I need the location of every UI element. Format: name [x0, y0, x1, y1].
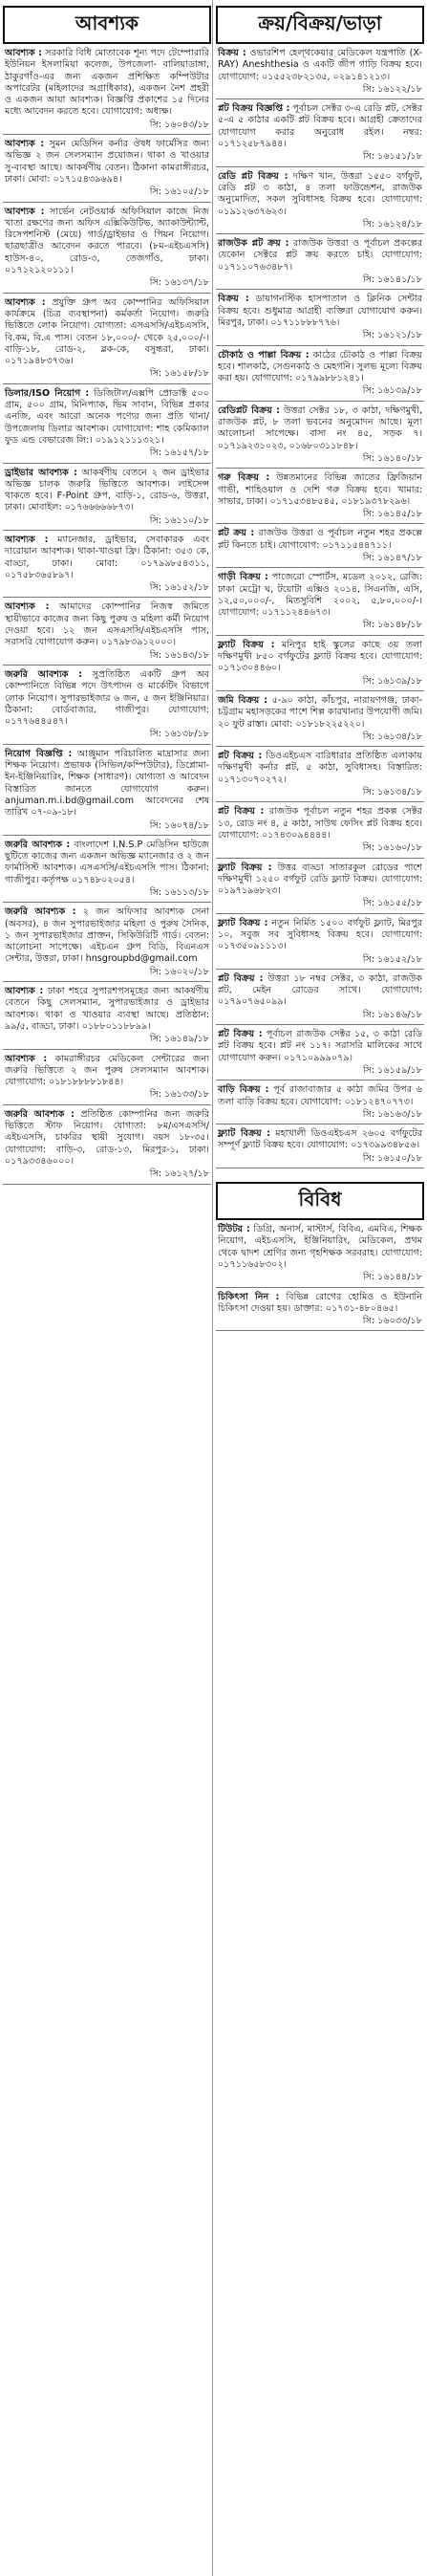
ad-code: সি: ১৬১৩৯/১৮: [362, 675, 422, 687]
ad-body: ডিজিটাল/এক্সপি প্রোডাক্ট ৫০০ গ্রাম, ৫০০ গ্রাম, মিনিপ্যাক, ভিম সাবান, বিভিন্ন প্রকার এনজি, এবং আরো অনেক পণ্যের জন্য প্রতি থানা/উপজেলায় ডিলার আবশ্যক। যোগাযোগ: শাহ কেমিক্যাল ফুড এন্ড বেভারেজ লি:। ০১৯১২১১১৩২১।: [5, 387, 209, 446]
ad-heading: আবশ্যক :: [5, 986, 44, 997]
ad-heading: আবশ্যক :: [5, 1053, 48, 1064]
classified-ad: [3, 903, 211, 978]
ad-body: প্রতিষ্ঠিত কোম্পানির জন্য জরুরি ভিত্তিতে স্টাফ নিয়োগ। যোগ্যতা: ৮ম/এসএসসি/এইচএসসি, চাকরির স্থায়ী সুযোগ। বয়স ১৮-৩৫। যোগাযোগ: বাড়ি-৩, রোড-১৩, মিরপুর-১, ঢাকা। ০১৭৯৩৩৪৬০০০।: [5, 1108, 209, 1167]
ad-heading: ড্রাইভার আবশ্যক :: [5, 467, 77, 478]
ad-body: রাজউক উত্তরা ও পূর্বাচল নতুন শহর প্রকল্পে প্লট কিনতে চাই। যোগাযোগ: ০১৭১১৫৪৪৭১১।: [218, 528, 423, 551]
ad-heading: বিক্রয় :: [218, 294, 249, 305]
ad-body: রাজউক উত্তরা ও পূর্বাচল প্রকল্পের যেকোন সেক্টরে প্লট ক্রয় করতে চাই। যোগাযোগ: ০১৭১১০৭৬৩৪৮৭।: [218, 238, 422, 273]
classified-ad: [216, 1025, 424, 1077]
classified-ad: [216, 636, 424, 688]
ad-code: সি: ১৬১৫৮/১৮: [149, 368, 209, 380]
classified-ad: [3, 464, 211, 527]
classified-ad: [216, 568, 424, 631]
column-divider: [212, 0, 213, 2576]
ad-code: সি: ১৬০৭৪/১৮: [149, 819, 209, 831]
classified-ad: [216, 99, 424, 163]
ad-body: দক্ষিণ খান, উত্তরা ১৫৫০ বর্গফুট, রেডি প্লট ৩ কাঠা, ৪ তলা ফাউন্ডেশন, রাজউক অনুমোদিত, সকল সুবিধাসহ বিক্রয় হবে। যোগাযোগ: ০১৯১২৬৩৭৬২৩।: [218, 170, 422, 217]
ad-heading: বিক্রয় :: [218, 48, 246, 58]
classified-ad: [216, 44, 424, 96]
ad-code: সি: ১৬১৬০/১৮: [362, 842, 422, 854]
ad-body: ২ জন অফিসার আবশ্যক সেনা (অবসর), ৪ জন সুপারভাইজার মহিলা ও পুরুষ সৈনিক, ১ জন সুপারভাইজার প্রাক্তন, সিকিউরিটি গার্ড। বেতন: আলোচনা সাপেক্ষে। এইচএন গ্রুপ বিডি, বিএনএস সেন্টার, উত্তরা, ঢাকা। hnsgroupbd@gmail.com: [5, 906, 209, 965]
classified-ad: [216, 914, 424, 966]
ad-code: সি: ১৬১৫৭/১৮: [149, 448, 209, 459]
ad-code: সি: ১৬১৫০/১৮: [362, 1152, 422, 1164]
ad-heading: টিউটর :: [218, 1224, 250, 1235]
ad-body: নতুন নির্মিত ১৫০০ বর্গফুট ফ্ল্যাট, মিরপুর ১০, সবুজ সব সুবিধাসহ বিক্রয় হবে। যোগাযোগ: ০১৭৩৫০৯১১১৩।: [218, 917, 422, 952]
ad-code: সি: ১৬১৪০/১৮: [362, 452, 422, 464]
ad-body: ডিগ্রি, অনার্স, মাস্টার্স, বিবিএ, এমবিএ, শিক্ষক নিয়োগ, এইচএসসি, ইঞ্জিনিয়ারিং, মেডিকেল, প্রথম থেকে দ্বাদশ শ্রেণির জন্য গৃহশিক্ষক সরবরাহ। যোগাযোগ: ০১৭১১৬৫৮৩০২।: [218, 1224, 422, 1270]
classified-ad: [216, 469, 424, 520]
classified-ad: [216, 1124, 424, 1165]
ad-body: সার্ভেন নেটওয়ার্ক অফিসিয়াল কাজে নিজ খাতা রক্ষণের জন্য অফিস এক্সিকিউটিভ, অ্যাকাউন্ট্যান্ট, রিসেপশনিস্ট (মেয়ে) গার্ড/ড্রাইভার ও পিয়ন নিয়োগ। ছাত্রছাত্রীও আবেদন করতে পারবে। (৮ম-এইচএসসি) হাউস-৪০, রোড-৩, তেজগাঁও, ঢাকা। ০১৭১২১২০১১১।: [5, 206, 209, 276]
classified-ad: [216, 1081, 424, 1121]
ad-body: ডায়াগনস্টিক হাসপাতাল ও ক্লিনিক সেন্টার বিক্রয় হবে। শুধুমাত্র আগ্রহী ব্যক্তিরা যোগাযোগ করুন। মিরপুর, ঢাকা। ০১৭১১৮৮৮৭৭৬।: [218, 294, 422, 328]
ad-separator: [216, 1330, 424, 1331]
ad-heading: আবশ্যক :: [5, 48, 43, 58]
left-ad-list: [3, 44, 211, 1185]
classified-ad: [216, 1288, 424, 1328]
ad-code: সি: ১৬১৪১/১৮: [362, 274, 422, 286]
classified-ad: [3, 135, 211, 198]
classified-ad: [216, 234, 424, 286]
ad-heading: ফ্ল্যাট বিক্রয় :: [218, 862, 272, 873]
classified-ad: [3, 745, 211, 832]
ad-heading: প্লট ক্রয় :: [218, 528, 255, 539]
classified-ad: [216, 859, 424, 910]
ad-heading: জরুরি আবশ্যক :: [5, 668, 83, 680]
ad-body: পূর্ব রাজাবাজার ৫ কাঠা জমির উপর ৬ তলা বাড়ি বিক্রয় হবে। যোগাযোগ: ০১৮১২৪৭০৭৭৩।: [218, 1084, 422, 1107]
classified-ad: [3, 982, 211, 1045]
right-column: [216, 0, 424, 1331]
classified-ad: [216, 402, 424, 465]
ad-heading: প্লট বিক্রয় :: [218, 1029, 263, 1040]
ad-heading: গরু বিক্রয় :: [218, 472, 270, 484]
ad-heading: প্লট বিক্রয় :: [218, 751, 263, 762]
classified-ad: [3, 1050, 211, 1102]
classified-ad: [3, 384, 211, 460]
left-column: [3, 0, 211, 1185]
ad-heading: আবশ্যক :: [5, 296, 46, 308]
ad-code: সি: ১৬১৩৩/১৮: [149, 1089, 209, 1101]
classified-ad: [3, 598, 211, 661]
classified-ad: [3, 836, 211, 899]
classified-ad: [3, 531, 211, 594]
ad-heading: আবশ্যক :: [5, 139, 45, 150]
classified-ad: [216, 802, 424, 854]
ad-code: সি: ১৬১০৫/১৮: [149, 186, 209, 198]
ad-separator: [3, 1184, 211, 1185]
ad-body: কামরাঙ্গীরচর মেডিকেল সেন্টারের জন্য জরুরি ভিত্তিতে ২ জন পুরুষ সেলসম্যান আবশ্যক। যোগাযোগ: ০১৮১৮৮৮৮১৮৪৪।: [5, 1053, 209, 1088]
ad-code: সি: ১৬১৪৪/১৮: [362, 1272, 422, 1283]
ad-body: সুমন মেডিসিন কর্নার ঔষধ ফার্মেসির জন্য অভিজ্ঞ ২ জন সেলসম্যান প্রয়োজন। থাকা ও খাওয়ার সু-ব্যবস্থা আছে। আকর্ষণীয় বেতন। ঠিকানা কামরাঙ্গীরচর, ঢাকা। মোবা: ০১৭১৫৪৩৯৬৯৪।: [5, 139, 209, 185]
ad-heading: প্লট বিক্রয় :: [218, 972, 264, 984]
classified-ad: [3, 203, 211, 290]
ad-code: সি: ১৬১৫২/১৮: [362, 953, 422, 965]
ad-body: উন্নতমানের বিভিন্ন জাতের ফ্রিজিয়ান গাভী, শাহিওয়াল ও দেশি গরু বিক্রয় হবে। খামার: সাভার, ঢাকা। ০১৭১৫৩৪৮৫৪৫, ০১৮১৯৩৭৮২৯৬।: [218, 472, 422, 507]
ad-code: সি: ১৬১৩৪/১৮: [362, 787, 422, 798]
ad-heading: ফ্ল্যাট বিক্রয় :: [218, 639, 275, 650]
ad-heading: নিয়োগ বিজ্ঞপ্তি :: [5, 748, 73, 759]
ad-heading: ফ্ল্যাট বিক্রয় :: [218, 917, 268, 928]
ad-code: সি: ১৬০২০/১৮: [149, 966, 209, 977]
ad-code: সি: ১৬১২৭/১৮: [149, 1168, 209, 1180]
section-header-abashyak: আবশ্যক: [3, 6, 211, 44]
ad-code: সি: ১৬১৪৩/১৮: [149, 649, 209, 661]
ad-heading: জরুরি আবশ্যক :: [5, 906, 76, 918]
ad-code: সি: ১৬১৪৬/১৮: [362, 1009, 422, 1020]
ad-heading: রেডি প্লট বিক্রয় :: [218, 170, 288, 182]
ad-code: সি: ১৬১৩৮/১৮: [149, 729, 209, 740]
ad-code: সি: ১৬১৪৮/১৮: [362, 620, 422, 631]
ad-code: সি: ১৬০৩৩/১৮: [362, 1316, 422, 1327]
ad-heading: রেডিপ্লট বিক্রয় :: [218, 404, 281, 416]
ad-heading: গাড়ী বিক্রয় :: [218, 572, 268, 583]
section-header-bidhi: বিবিধ: [216, 1182, 424, 1220]
ad-code: সি: ১৬১২২/১৮: [362, 83, 422, 95]
ad-code: সি: ১৬১৫৫/১৮: [362, 898, 422, 909]
ad-body: ডিওএইচএস বারিধারার প্রতিষ্ঠিত এলাকায় দক্ষিণমুখী কর্নার প্লট, ৫ কাঠা, সুবিধাসহ। বিস্তারিত: ০১৭১৩০৭০২৭২।: [218, 751, 422, 785]
ad-body: প্রযুক্তি গ্রুপ অব কোম্পানির অফিসিয়াল কার্যক্রমে (চিত্র ব্যবস্থাপনা) কর্মকর্তা নিয়োগ। জরুরি ভিত্তিতে লোক নিয়োগ। যোগ্যতা: এসএসসি/এইচএসসি, বি.কম, বি.এ পাস। বেতন ১৮,০০০/- থেকে ২৫,০০০/-। বাড়ি-১৮, রোড-২, ব্লক-কে, বসুন্ধরা, ঢাকা। ০১৭১৯৪৮৩৭৩৬।: [5, 296, 209, 367]
ad-heading: ডিলার/ISO নিয়োগ :: [5, 387, 90, 399]
ad-body: আকর্ষণীয় বেতনে ২ জন ড্রাইভার অভিজ্ঞ চালক জরুরি ভিত্তিতে আবশ্যক। লাইসেন্স থাকতে হবে। F-Point গ্রুপ, বাড়ি-১, রোড-৬, উত্তরা, ঢাকা। মোবাইল: ০১৭৬৬৬৬৬৮৭৩।: [5, 467, 209, 513]
ad-heading: আবশ্যক :: [5, 534, 49, 545]
ad-body: ম্যানেজার, ড্রাইভার, সেবাকারক এবং দারোয়ান আবশ্যক। থাকা-খাওয়া ফ্রি। ঠিকানা: ৩৫৩ কে, বাড্ডা, ঢাকা। মোবা: ০১৭৯৯৮৫৪৩১১, ০১৭৫৮৩৬৫৮৯৭।: [5, 534, 209, 580]
ad-code: সি: ১৬১৩৯/১৮: [362, 385, 422, 397]
ad-code: সি: ১৬১৩৪/১৮: [362, 731, 422, 742]
classified-ad: [216, 290, 424, 341]
classified-ad: [3, 44, 211, 131]
ad-heading: ফ্ল্যাট বিক্রয় :: [218, 1128, 270, 1140]
ad-code: সি: ১৬১২৪/১৮: [362, 218, 422, 229]
ad-code: সি: ১৬১৪৫/১৮: [362, 509, 422, 520]
ad-body: বাংলাদেশ I.N.S.P মেডিসিন হাউজে ছুটিতে কাজের জন্য একজন অভিজ্ঞ ম্যানেজার ও ২ জন ফার্মাসিস্ট আবশ্যক। এসএসসি/এইচএসসি পাস। ঠিকানা: গাজীপুর। কর্তৃপক্ষ ০১৭৪৮০২০৫৪।: [5, 839, 209, 885]
classified-ad: [216, 970, 424, 1021]
classified-ad: [216, 691, 424, 743]
ad-body: মনিপুর হাই স্কুলের কাছে ৩য় তলা দক্ষিণমুখী ৮৫০ বর্গফুটের ফ্ল্যাট বিক্রয় হবে। যোগাযোগ: ০১৭১৩০৪৪৬০।: [218, 639, 422, 674]
ad-body: পূর্বাচল রাজউক সেক্টর ১৫, ৩ কাঠা রেডি প্লট বিক্রয় হবে। প্লট নং ১১৭। সরাসরি মালিকের সাথে যোগাযোগ করুন। ০১৭১০৯৯৯০৭৯।: [218, 1029, 423, 1063]
ad-code: সি: ১৬১৩৭/১৮: [149, 277, 209, 289]
right-ad-list: [216, 44, 424, 1168]
ad-body: ঢাকা শহরে সুপারশপসমূহের জন্য আকর্ষণীয় বেতনে কিছু সেলসম্যান, সুপারভাইজার ও ড্রাইভার আবশ্যক। থাকা ও খাওয়ার ব্যবস্থা আছে। প্রতিষ্ঠান: ৯৯/৫, বাড্ডা, ঢাকা। ০১৮৮০১১৮৮৯৯।: [5, 986, 209, 1032]
ad-body: উত্তর বাড্ডা সাতারকুল রোডের পাশে দক্ষিণমুখী ১২৫০ বর্গফুট রেডি ফ্ল্যাট বিক্রয়। যোগাযোগ: ০১৯৭১৯৬৮২৩।: [218, 862, 422, 897]
ad-heading: জরুরি আবশ্যক :: [5, 839, 71, 850]
bidhi-ad-list: [216, 1220, 424, 1331]
ad-code: সি: ১৬১৫৯/১৮: [362, 1064, 422, 1076]
ad-body: উত্তরা সেক্টর ১৮, ৩ কাঠা, দক্ষিণমুখী, রাজউক প্লট, ৮ তলা ভবনের অনুমোদন আছে। মূল্য আলোচনা সাপেক্ষে। বাসা নং ৪৫, সড়ক ৭। ০১৭১৯২৩১০২৩, ০১৬৮০৩১১৮৪৮।: [218, 404, 422, 451]
ad-heading: চিকিৎসা নিন :: [218, 1291, 280, 1302]
ad-heading: জরুরি আবশ্যক :: [5, 1108, 75, 1120]
ad-heading: বাড়ি বিক্রয় :: [218, 1084, 269, 1096]
ad-heading: প্লট বিক্রয় :: [218, 806, 265, 818]
classified-ad: [216, 747, 424, 798]
ad-body: বিভিন্ন রোগের হোমিও ও ইউনানি চিকিৎসা দেওয়া হয়। ডাক্তার: ০১৭৩১-৪৮০৪৬৫।: [218, 1291, 422, 1314]
ad-code: সি: ১৬১৪৯/১৮: [149, 1034, 209, 1045]
classified-ad: [216, 1220, 424, 1283]
ad-body: পাজেরো স্পোর্টস, মডেল ২০১২, রেজি: ঢাকা মেট্রো ঘ, টয়োটা এক্সিও ২০১৪, সিএনজি, এসি, ১২,৫০,০০০/-, মিতসুবিশি ২০০২, ৫,৮০,০০০/-। যোগাযোগ: ০১৭১১২৪৪৬৭৩।: [218, 572, 422, 619]
classified-ad: [216, 524, 424, 564]
ad-code: সি: ১৬১৪৭/১৮: [362, 552, 422, 563]
ad-body: ওভারশিপ হেল্‌থকেয়ার মেডিকেল যন্ত্রপাতি (X-RAY) Aneshthesia ও একটি জীপ গাড়ি বিক্রয় হবে। যোগাযোগ: ০১৫৫২৩৮২১৩৫, ০২৯১৪১২১৩।: [218, 48, 422, 82]
ad-code: সি: ১৬১৬৩/১৮: [362, 1108, 422, 1120]
ad-heading: আবশ্যক :: [5, 206, 45, 217]
ad-code: সি: ১৬১৫১/১৮: [362, 151, 422, 163]
ad-code: সি: ১৬১২১/১৮: [362, 330, 422, 341]
ad-code: সি: ১৬১১৩/১৮: [149, 887, 209, 898]
section-header-kroy-bikroy: ক্রয়/বিক্রয়/ভাড়া: [216, 6, 424, 44]
ad-heading: প্লট বিক্রয় বিজ্ঞপ্তি :: [218, 103, 290, 115]
ad-code: সি: ১৬১১০/১৮: [149, 514, 209, 526]
classified-ad: [216, 167, 424, 230]
ad-body: আমাদের কোম্পানির নিজস্ব জমিতে স্থায়ীভাবে কাজের জন্য কিছু পুরুষ ও মহিলা কর্মী নিয়োগ দেওয়া হবে। ১২ জন এসএসসি/এইচএসসি পাস, সরাসরি যোগাযোগ করুন। ০১৭৯৮৩৯১২০০০।: [5, 601, 209, 648]
classified-ad: [3, 294, 211, 381]
classified-ad: [3, 1105, 211, 1181]
ad-body: সরকারি বিধি মোতাবেক শূন্য পদে টেম্পোরারি ইউনিয়ন ইসলামিয়া কলেজ, উপজেলা- বালিয়াডাঙ্গা, ঠাকুরগাঁও-এর জন্য একজন প্রশিক্ষিত কম্পিউটার অপারেটর (মহিলাদের অগ্রাধিকার), একজন নৈশ প্রহরী ও একজন আয়া আবশ্যক। বিজ্ঞপ্তি প্রকাশের ১৫ দিনের মধ্যে আবেদন করতে হবে। যোগাযোগ: অধ্যক্ষ।: [5, 48, 209, 118]
ad-heading: জমি বিক্রয় :: [218, 694, 268, 706]
ad-heading: রাজউক প্লট ক্রয় :: [218, 238, 289, 250]
ad-body: মহাখালী ডিওএইচএস ২৬০৫ বর্গফুটের সম্পূর্ণ ফ্ল্যাট বিক্রয় হবে। যোগাযোগ: ০১৭৩৯৯৩৪৮৫৬।: [218, 1128, 422, 1151]
classified-ad: [216, 346, 424, 398]
ad-body: সুপ্রতিষ্ঠিত একটি গ্রুপ অব কোম্পানিতে বিভিন্ন পদে উৎপাদন ও মার্কেটিং বিভাগে লোক নিয়োগ। সুপারভাইজার ৬ জন, ৫ জন ইঞ্জিনিয়ার। ঠিকানা: বোর্ডবাজার, গাজীপুর। যোগাযোগ: ০১৭৭৬৪৪৫৪৭।: [5, 668, 209, 728]
ad-heading: আবশ্যক :: [5, 601, 50, 613]
ad-body: কাঠের চৌকাঠ ও পাল্লা বিক্রয় হবে। শালকাঠ, সেগুনকাঠ ও মেহগনি। সুলভ মূল্যে বিক্রয় করা হয়। যোগাযোগ: ০১৭৯৯৮৮১২৪১।: [218, 349, 422, 384]
ad-code: সি: ১৬১৫২/১৮: [149, 582, 209, 594]
classified-ad: [3, 666, 211, 741]
ad-body: আঞ্জুমান পরিচালিত মাদ্রাসার জন্য শিক্ষক নিয়োগ। প্রভাষক (সিভিল/কম্পিউটার), ডিপ্লোমা-ইন-ইঞ্জিনিয়ারিং, শিক্ষক (সাধারণ)। যোগ্যতা ও আবেদন বিস্তারিত জানতে যোগাযোগ করুন। anjuman.m.i.bd@gmail.com আবেদনের শেষ তারিখ ০৭-০৯-১৮।: [5, 748, 209, 819]
ad-body: রাজউক পূর্বাচল নতুন শহর প্রকল্প সেক্টর ১৩, রোড নং ৪, ৫ কাঠা, সাউথ ফেসিং প্লট বিক্রয় হবে। যোগাযোগ: ০১৭৪৩০৯৪৪৪৪।: [218, 806, 422, 840]
ad-body: ৫-৯০ কাঠা, কাঁচপুর, নারায়ণগঞ্জ, ঢাকা-চট্টগ্রাম মহাসড়কের পাশে শিল্প কারখানার উপযোগী জমি। ২০ ফুট রাস্তা। মোবা: ০১৮১৮২২৫২২০।: [218, 694, 423, 730]
ad-code: সি: ১৬০৪৩/১৮: [149, 119, 209, 130]
ad-heading: চৌকাঠ ও পাল্লা বিক্রয় :: [218, 349, 310, 360]
ad-body: উত্তরা ১৮ নম্বর সেক্টর, ৩ কাঠা, রাজউক প্লট, মেইন রোডের সাথে। যোগাযোগ: ০১৭৯০৭৬৫০৯৯।: [218, 972, 422, 1008]
ad-body: পূর্বাচল সেক্টর ৩-এ রেডি প্লট, সেক্টর ৫-এ ৫ কাঠার একটি প্লট বিক্রয় হবে। আগ্রহী ক্রেতাদের যোগাযোগ করার অনুরোধ রইল। নম্বর: ০১৭১২৫৮৭৯৪৪।: [218, 103, 422, 150]
